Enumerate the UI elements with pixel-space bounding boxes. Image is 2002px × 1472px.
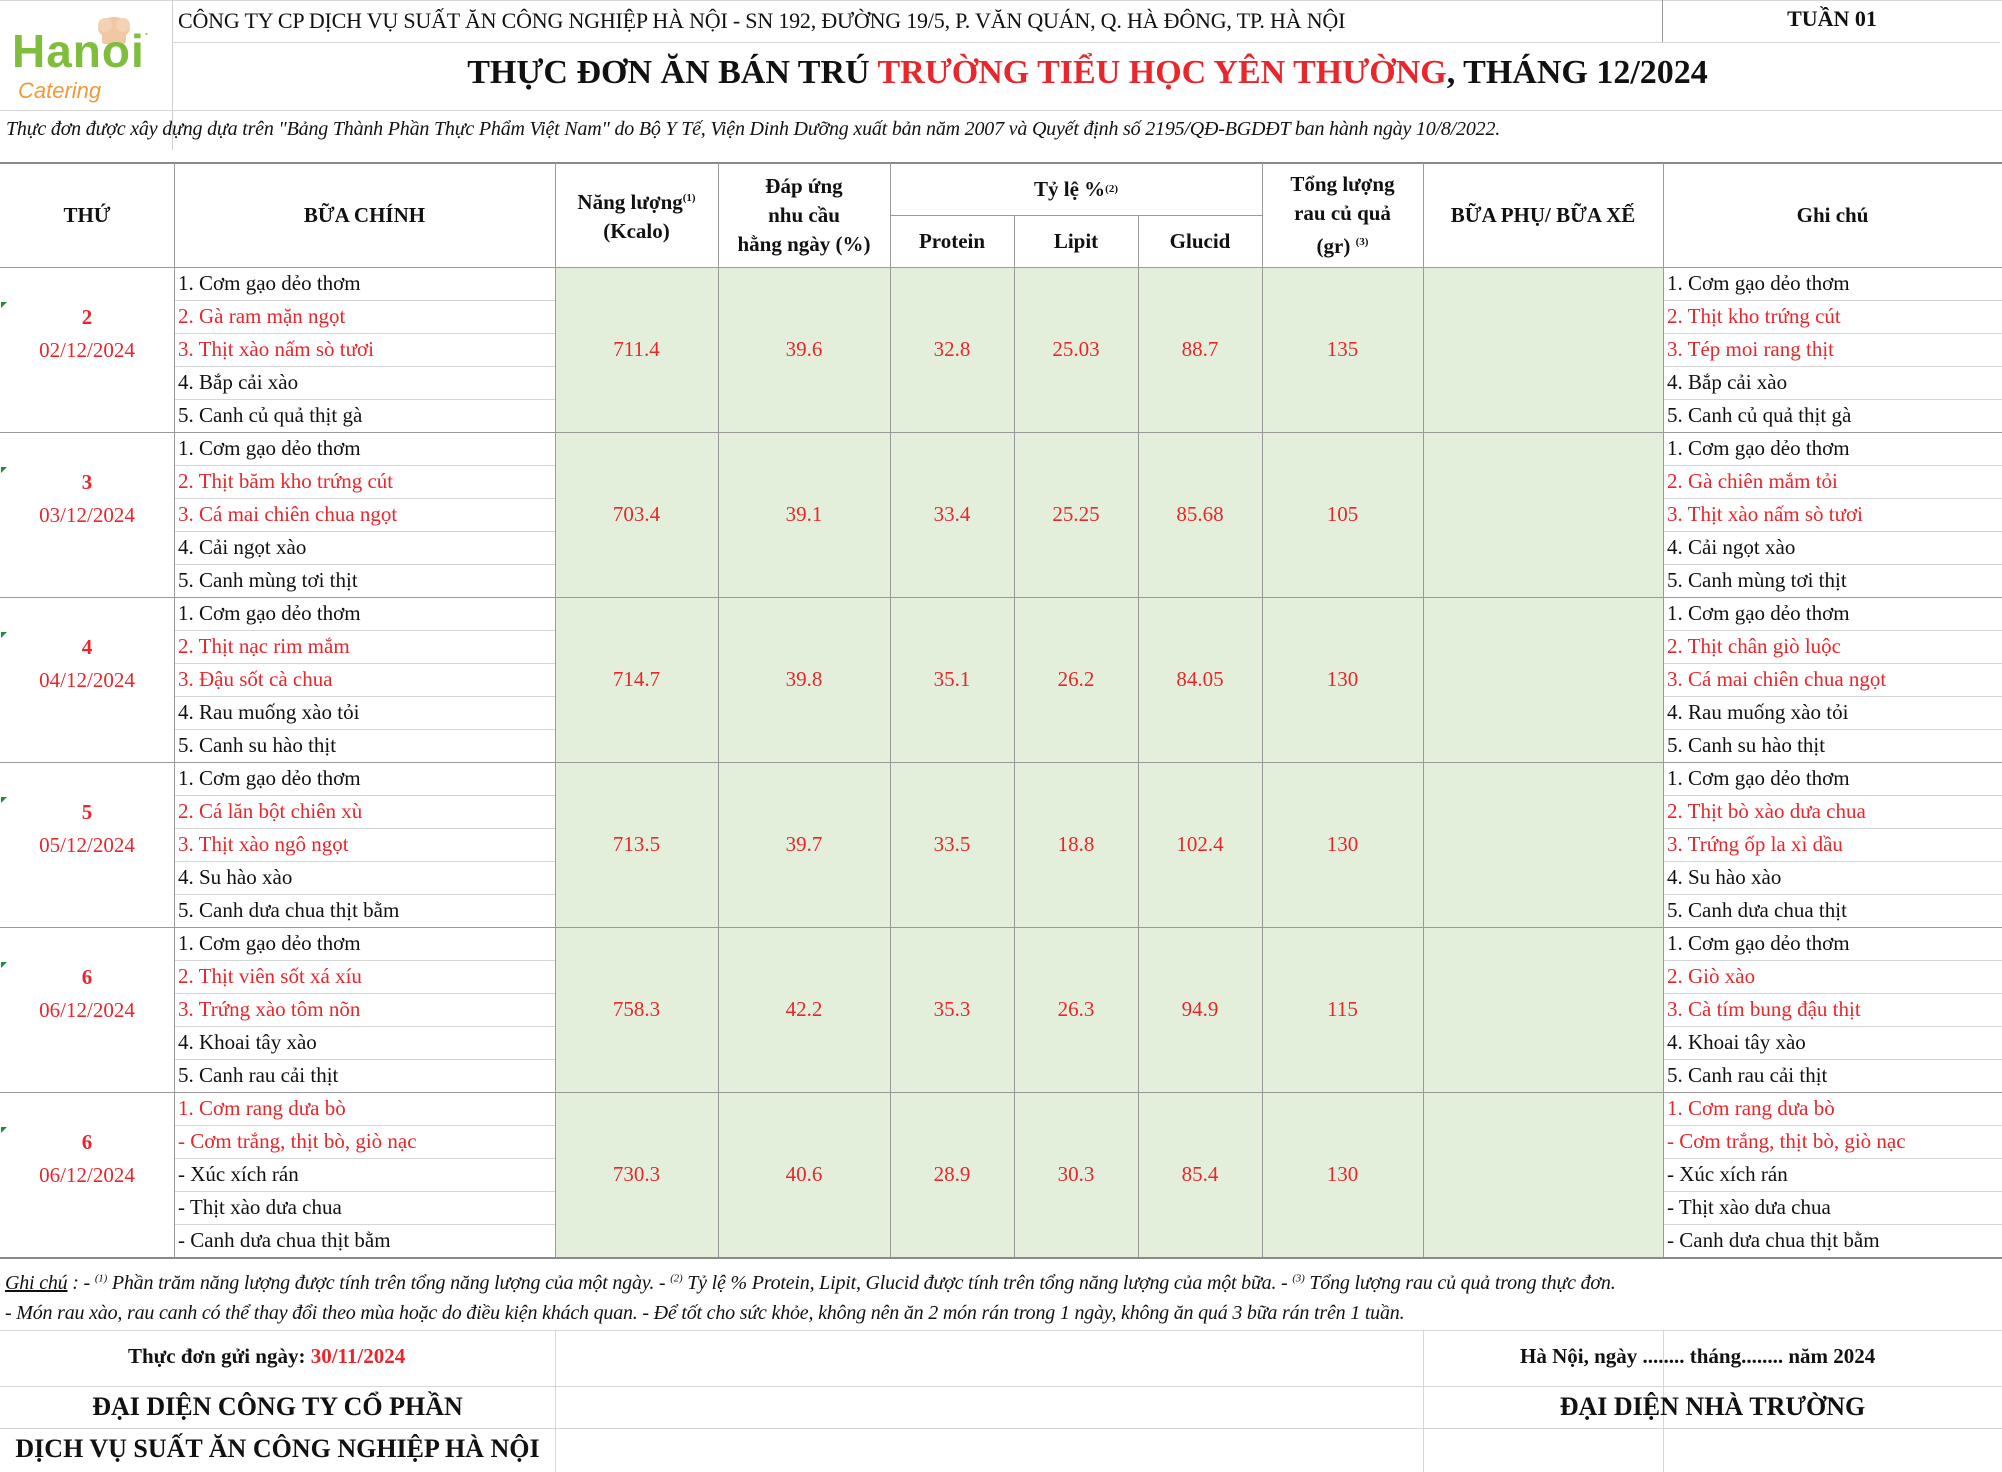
energy-value: 711.4 — [613, 337, 660, 361]
main-dish-item: 4. Rau muống xào tỏi — [178, 700, 360, 724]
meet-value: 39.8 — [785, 667, 823, 691]
note-dish-item: 4. Khoai tây xào — [1667, 1030, 1806, 1054]
energy-value: 730.3 — [612, 1162, 661, 1186]
col-header-thu: THỨ — [63, 202, 111, 227]
main-dish-item: 3. Thịt xào nấm sò tươi — [178, 337, 374, 361]
energy-value: 758.3 — [612, 997, 661, 1021]
main-dish-item: 3. Thịt xào ngô ngọt — [178, 832, 349, 856]
lipit-value: 26.2 — [1057, 667, 1095, 691]
protein-value: 35.1 — [933, 667, 971, 691]
col-header-protein: Protein — [918, 228, 986, 253]
energy-value: 713.5 — [612, 832, 661, 856]
veg-value: 135 — [1326, 337, 1359, 361]
main-dish-item: 3. Trứng xào tôm nõn — [178, 997, 361, 1021]
note-dish-item: - Thịt xào dưa chua — [1667, 1195, 1831, 1219]
note-dish-item: 4. Rau muống xào tỏi — [1667, 700, 1849, 724]
note-dish-item: 2. Gà chiên mắm tỏi — [1667, 469, 1838, 493]
school-name: TRƯỜNG TIỂU HỌC YÊN THƯỜNG — [877, 54, 1447, 91]
note-dish-item: 1. Cơm gạo dẻo thơm — [1667, 931, 1850, 955]
main-dish-item: 5. Canh mùng tơi thịt — [178, 568, 358, 592]
note-dish-item: - Canh dưa chua thịt bằm — [1667, 1228, 1880, 1252]
day-number: 3 — [81, 470, 93, 494]
company-signature-2: DỊCH VỤ SUẤT ĂN CÔNG NGHIỆP HÀ NỘI — [15, 1434, 540, 1463]
col-header-rau: Tổng lượng rau củ quả (gr) $^{(3)}$ — [1290, 171, 1395, 258]
veg-value: 130 — [1326, 832, 1359, 856]
note-dish-item: 1. Cơm rang dưa bò — [1667, 1096, 1835, 1120]
day-number: 5 — [81, 800, 93, 824]
note-dish-item: - Cơm trắng, thịt bò, giò nạc — [1667, 1129, 1906, 1153]
note-dish-item: 4. Cải ngọt xào — [1667, 535, 1796, 559]
day-date: 04/12/2024 — [39, 668, 135, 692]
main-dish-item: - Canh dưa chua thịt bằm — [178, 1228, 391, 1252]
main-dish-item: 4. Cải ngọt xào — [178, 535, 307, 559]
page-title: THỰC ĐƠN ĂN BÁN TRÚ TRƯỜNG TIỂU HỌC YÊN THƯỜNG, THÁNG 12/2024 — [467, 54, 1708, 91]
main-dish-item: - Xúc xích rán — [178, 1162, 299, 1186]
note-dish-item: 3. Trứng ốp la xì dầu — [1667, 832, 1843, 856]
main-dish-item: 1. Cơm gạo dẻo thơm — [178, 436, 361, 460]
note-dish-item: 2. Thịt chân giò luộc — [1667, 634, 1841, 658]
main-dish-item: 5. Canh dưa chua thịt bằm — [178, 898, 400, 922]
protein-value: 32.8 — [933, 337, 971, 361]
footnote-line-1: Ghi chú : - $^{(1)}$ Phần trăm năng lượng được tính trên tổng năng lượng của một ngày. - $^{(2)}$ Tỷ lệ % Protein, Lipit, Glucid được tính trên tổng năng lượng của một bữa. - $^{(3)}$ Tổng lượng rau củ quả trong thực đơn. — [5, 1272, 1616, 1294]
glucid-value: 88.7 — [1181, 337, 1219, 361]
col-header-ghi-chu: Ghi chú — [1796, 202, 1869, 227]
glucid-value: 94.9 — [1181, 997, 1219, 1021]
main-dish-item: 5. Canh củ quả thịt gà — [178, 403, 363, 427]
note-dish-item: 5. Canh su hào thịt — [1667, 733, 1826, 757]
day-date: 06/12/2024 — [39, 998, 135, 1022]
meet-value: 40.6 — [785, 1162, 823, 1186]
lipit-value: 26.3 — [1057, 997, 1095, 1021]
veg-value: 105 — [1326, 502, 1359, 526]
sent-date: Thực đơn gửi ngày: 30/11/2024 — [128, 1344, 406, 1368]
note-dish-item: 5. Canh mùng tơi thịt — [1667, 568, 1847, 592]
note-dish-item: 2. Giò xào — [1667, 964, 1756, 988]
col-header-bua-chinh: BỮA CHÍNH — [303, 202, 426, 227]
company-signature-1: ĐẠI DIỆN CÔNG TY CỔ PHẦN — [92, 1392, 463, 1421]
main-dish-item: - Thịt xào dưa chua — [178, 1195, 342, 1219]
main-dish-item: 2. Thịt viên sốt xá xíu — [178, 964, 362, 988]
main-dish-item: 4. Khoai tây xào — [178, 1030, 317, 1054]
main-dish-item: 1. Cơm gạo dẻo thơm — [178, 271, 361, 295]
col-header-bua-phu: BỮA PHỤ/ BỮA XẾ — [1450, 202, 1636, 227]
note-dish-item: 5. Canh củ quả thịt gà — [1667, 403, 1852, 427]
col-header-lipit: Lipit — [1053, 228, 1099, 253]
company-line: CÔNG TY CP DỊCH VỤ SUẤT ĂN CÔNG NGHIỆP HÀ NỘI - SN 192, ĐƯỜNG 19/5, P. VĂN QUÁN, Q. HÀ ĐÔNG, TP. HÀ NỘI — [178, 8, 1346, 33]
main-dish-item: 2. Thịt băm kho trứng cút — [178, 469, 394, 493]
lipit-value: 25.03 — [1052, 337, 1100, 361]
main-dish-item: 2. Thịt nạc rim mắm — [178, 634, 350, 658]
veg-value: 115 — [1327, 997, 1358, 1021]
note-dish-item: 2. Thịt kho trứng cút — [1667, 304, 1841, 328]
main-dish-item: 1. Cơm rang dưa bò — [178, 1096, 346, 1120]
protein-value: 33.5 — [933, 832, 971, 856]
meet-value: 39.6 — [785, 337, 823, 361]
note-dish-item: 1. Cơm gạo dẻo thơm — [1667, 271, 1850, 295]
main-dish-item: 1. Cơm gạo dẻo thơm — [178, 766, 361, 790]
col-header-dap-ung: Đáp ứng nhu cầu hằng ngày (%) — [737, 173, 871, 256]
main-dish-item: 3. Đậu sốt cà chua — [178, 667, 333, 691]
col-header-ty-le: Tỷ lệ % (2) — [1034, 176, 1118, 201]
footnote-line-2: - Món rau xào, rau canh có thể thay đổi theo mùa hoặc do điều kiện khách quan. - Để tốt cho sức khỏe, không nên ăn 2 món rán trong 1 ngày, không ăn quá 3 bữa rán trên 1 tuần. — [5, 1302, 1405, 1324]
logo-subtitle: Catering — [18, 78, 102, 103]
day-number: 6 — [81, 965, 93, 989]
main-dish-item: 4. Su hào xào — [178, 865, 293, 889]
lipit-value: 30.3 — [1057, 1162, 1095, 1186]
meet-value: 42.2 — [785, 997, 823, 1021]
main-dish-item: 2. Gà ram mặn ngọt — [178, 304, 346, 328]
note-dish-item: 5. Canh dưa chua thịt — [1667, 898, 1847, 922]
day-number: 6 — [81, 1130, 93, 1154]
note-dish-item: - Xúc xích rán — [1667, 1162, 1788, 1186]
main-dish-item: 1. Cơm gạo dẻo thơm — [178, 601, 361, 625]
footnote-label: Ghi chú — [5, 1272, 68, 1294]
main-dish-item: 5. Canh su hào thịt — [178, 733, 337, 757]
energy-value: 703.4 — [612, 502, 661, 526]
logo: Hanoi. Catering — [12, 14, 162, 104]
glucid-value: 85.4 — [1181, 1162, 1219, 1186]
note-dish-item: 4. Su hào xào — [1667, 865, 1782, 889]
day-date: 02/12/2024 — [39, 338, 135, 362]
col-header-glucid: Glucid — [1169, 228, 1231, 253]
main-dish-item: 5. Canh rau cải thịt — [178, 1063, 339, 1087]
lipit-value: 18.8 — [1057, 832, 1095, 856]
protein-value: 33.4 — [933, 502, 971, 526]
note-dish-item: 3. Thịt xào nấm sò tươi — [1667, 502, 1863, 526]
protein-value: 35.3 — [933, 997, 971, 1021]
day-date: 03/12/2024 — [39, 503, 135, 527]
note-dish-item: 3. Cà tím bung đậu thịt — [1667, 997, 1861, 1021]
note-dish-item: 1. Cơm gạo dẻo thơm — [1667, 601, 1850, 625]
meet-value: 39.1 — [785, 502, 823, 526]
day-date: 05/12/2024 — [39, 833, 135, 857]
logo-word: Han — [12, 25, 102, 77]
veg-value: 130 — [1326, 667, 1359, 691]
note-dish-item: 1. Cơm gạo dẻo thơm — [1667, 766, 1850, 790]
school-signature: ĐẠI DIỆN NHÀ TRƯỜNG — [1559, 1392, 1866, 1421]
note-dish-item: 3. Cá mai chiên chua ngọt — [1667, 667, 1887, 691]
main-dish-item: 1. Cơm gạo dẻo thơm — [178, 931, 361, 955]
glucid-value: 85.68 — [1176, 502, 1224, 526]
main-dish-item: 3. Cá mai chiên chua ngọt — [178, 502, 398, 526]
day-number: 2 — [81, 305, 93, 329]
veg-value: 130 — [1326, 1162, 1359, 1186]
main-dish-item: 2. Cá lăn bột chiên xù — [178, 799, 363, 823]
note-dish-item: 4. Bắp cải xào — [1667, 370, 1788, 394]
week-label: TUẦN 01 — [1787, 6, 1877, 31]
note-dish-item: 5. Canh rau cải thịt — [1667, 1063, 1828, 1087]
place-date: Hà Nội, ngày ........ tháng........ năm 2024 — [1520, 1344, 1876, 1368]
lipit-value: 25.25 — [1052, 502, 1100, 526]
energy-value: 714.7 — [612, 667, 661, 691]
protein-value: 28.9 — [933, 1162, 971, 1186]
day-date: 06/12/2024 — [39, 1163, 135, 1187]
col-header-nang-luong: Năng lượng$^{(1)}$ (Kcalo) — [577, 190, 696, 243]
note-dish-item: 1. Cơm gạo dẻo thơm — [1667, 436, 1850, 460]
note-dish-item: 2. Thịt bò xào dưa chua — [1667, 799, 1866, 823]
meet-value: 39.7 — [785, 832, 823, 856]
main-dish-item: - Cơm trắng, thịt bò, giò nạc — [178, 1129, 417, 1153]
day-number: 4 — [81, 635, 93, 659]
glucid-value: 84.05 — [1176, 667, 1224, 691]
glucid-value: 102.4 — [1176, 832, 1224, 856]
subtitle: Thực đơn được xây dựng dựa trên "Bảng Thành Phần Thực Phẩm Việt Nam" do Bộ Y Tế, Viện Dinh Dưỡng xuất bản năm 2007 và Quyết định số 2195/QĐ-BGDĐT ban hành ngày 10/8/2022. — [6, 118, 1501, 140]
main-dish-item: 4. Bắp cải xào — [178, 370, 299, 394]
note-dish-item: 3. Tép moi rang thịt — [1667, 337, 1835, 361]
